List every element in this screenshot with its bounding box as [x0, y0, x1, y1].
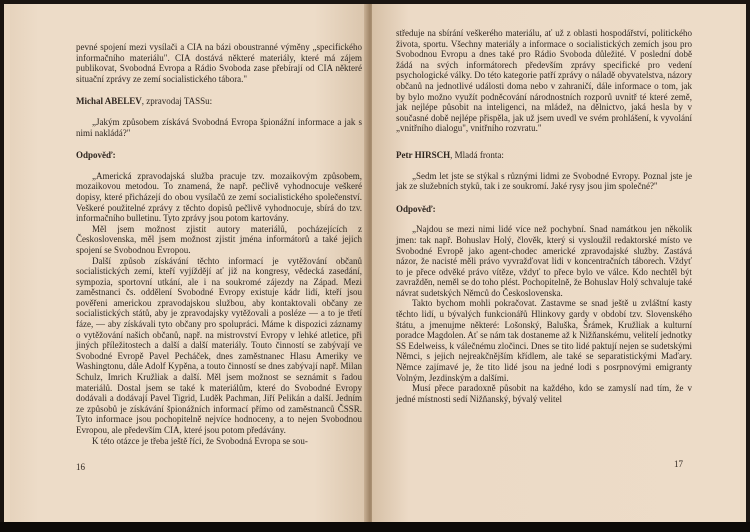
left-speaker: [76, 96, 362, 107]
left-speaker-paper: , zpravodaj TASSu:: [141, 96, 213, 107]
bottom-shadow: [0, 522, 750, 532]
left-paragraph: „Americká zpravodajská služba pracuje tzv. mozaikovým způsobem, mozaikovou metodou. To znamená, že např. pečlivě vyhodnocuje veškeré dopisy, které přicházejí do obou vysílačů ze zemí socialistického společenství. Veškeré použitelné zprávy z těchto dopisů pečlivě vyhodnocuje, sbírá do tzv. informačního bulletinu. Tyto zprávy jsou potom kartovány.: [76, 170, 362, 224]
left-question: „Jakým způsobem získává Svobodná Evropa špionážní informace a jak s nimi nakládá?": [76, 116, 362, 138]
left-intro: pevné spojení mezi vysílači a CIA na bázi oboustranné výměny „specifického informačního materiálu". CIA dostává některé materiály, které má zájem publikovat, Svobodná Evropa a Rádio Svoboda zase přebírají od CIA některé situační zprávy ze zemí socialistického tábora.": [76, 42, 362, 84]
right-page-text: [396, 28, 692, 404]
right-continuation: středuje na sbírání veškerého materiálu, ať už z oblasti hospodářství, politického života, sportu. Všechny materiály a informace o socialistických zemích jsou pro Svobodnou Evropu a dnes také pro Rádio Svoboda důležité. V poslední době žádá na svých informátorech především zprávy specifické pro vedení psychologické války. Do této kategorie patří zprávy o náladě obyvatelstva, názory občanů na jednotlivé události doma nebo v zahraničí, dále informace o tom, jak by bylo možno využít podněcování národnostních rozporů uvnitř té které země, jak nejlépe působit na inteligenci, na mládež, na dělnictvo, jaká hesla by v současné době nejlépe přispěla, jak už jsem uvedl ve svém prohlášení, k vyvolání „vnitřního dialogu", vnitřního rozvratu.": [396, 28, 692, 134]
right-page-number: 17: [674, 459, 683, 469]
left-page-text: [76, 42, 362, 446]
left-paragraph: Další způsob získávání těchto informací je vytěžování občanů socialistických zemí, kteří vyjíždějí ať již na kongresy, vědecká zasedání, sympozia, sportovní utkání, ale i na soukromé zájezdy na Západ. Mezi zaměstnanci čs. oddělení Svobodné Evropy existuje kádr lidí, kteří jsou pověřeni americkou zpravodajskou službou, aby kontaktovali občany ze socialistických států, aby je zpravodajsky vytěžovali a posléze — a to je třetí fáze, — aby získávali tyto občany pro spolupráci. Máme k dispozici záznamy o vytěžování našich občanů, např. na mistrovství Evropy v lehké atletice, při jiných příležitostech a další a další materiály. Touto činností se zabývají ve Svobodné Evropě Pavel Pecháček, dnes zaměstnanec Hlasu Ameriky ve Washingtonu, dále Adolf Kypěna, a touto činností se dnes zabývají např. Milan Schulz, Imrich Kružliak a další. Měl jsem možnost se seznámit s řadou materiálů. Dostal jsem se také k materiálům, které do Svobodné Evropy dodávali a dodávají Pavel Tigrid, Luděk Pachman, Jiří Pelikán a další. Jedním ze způsobů je získávání špionážních informací přímo od zaměstnanců ČSSR. Tyto informace jsou pochopitelně nejvíce hodnoceny, a to nejen Svobodnou Evropou, ale především CIA, které jsou potom předávány.: [76, 255, 362, 435]
left-page: [10, 4, 368, 526]
right-page: [372, 4, 740, 526]
right-speaker: [396, 150, 692, 161]
right-speaker-paper: , Mladá fronta:: [450, 149, 504, 160]
left-speaker-name: Michal ABELEV: [76, 96, 142, 107]
left-paragraph: Měl jsem možnost zjistit autory materiálů, pocházejících z Československa, měl jsem možnost zjistit jména informátorů a také jejich spojení se Svobodnou Evropou.: [76, 223, 362, 255]
right-question: „Sedm let jste se stýkal s různými lidmi ze Svobodné Evropy. Poznal jste je jak ze služebních styků, tak i ze soukromí. Jaké rysy jsou jim společné?": [396, 170, 692, 192]
left-answer-label: Odpověď:: [76, 150, 116, 161]
right-answer-label: Odpověď:: [396, 203, 436, 214]
book-spread: [4, 4, 746, 526]
left-paragraph: K této otázce je třeba ještě říci, že Svobodná Evropa se sou-: [92, 435, 308, 446]
right-speaker-name: Petr HIRSCH: [396, 149, 451, 160]
right-paragraph: „Najdou se mezi nimi lidé více než pochybní. Snad namátkou jen několik jmen: tak např. Bohuslav Holý, člověk, který si vysloužil redaktorské místo ve Svobodné Evropě jako agent-chodec americké zpravodajské služby. Zastává názor, že nacisté měli právo vyvražďovat lidi v koncentračních táborech. Vždyť to je přece odvěké právo vítěze, vždyť to přece bylo ve válce. Kdo nechtěl být zavražděn, neměl se do toho plést. Pochopitelně, že Bohuslav Holý schvaluje také návrat sudetských Němců do Československa.: [396, 224, 692, 298]
right-paragraph: Takto bychom mohli pokračovat. Zastavme se snad ještě u zvláštní kasty těchto lidí, u bývalých funkcionářů Hlinkovy gardy v období tzv. Slovenského štátu, a jmenujme některé: Lošonský, Baluška, Šrámek, Kružliak a kulturní poradce Magdolen. Ať se nám tak dostaneme až k Nižňanskému, velitelí jednotky SS Edelweiss, k válečnému zločinci. Dnes se tito lidé paktují nejen se sudetskými Němci, s jejich nejreakčnějším křídlem, ale také se separatistickými Maďary. Němce zajímavé je, že tito lidé jsou na jedné lodi s posrpnovými emigranty Volným, Jezdinským a dalšími.: [396, 298, 692, 383]
right-paragraph: Musí přece paradoxně působit na každého, kdo se zamyslí nad tím, že v jedné místnosti sedí Nižňanský, bývalý velitel: [396, 383, 692, 404]
left-page-number: 16: [76, 462, 85, 472]
